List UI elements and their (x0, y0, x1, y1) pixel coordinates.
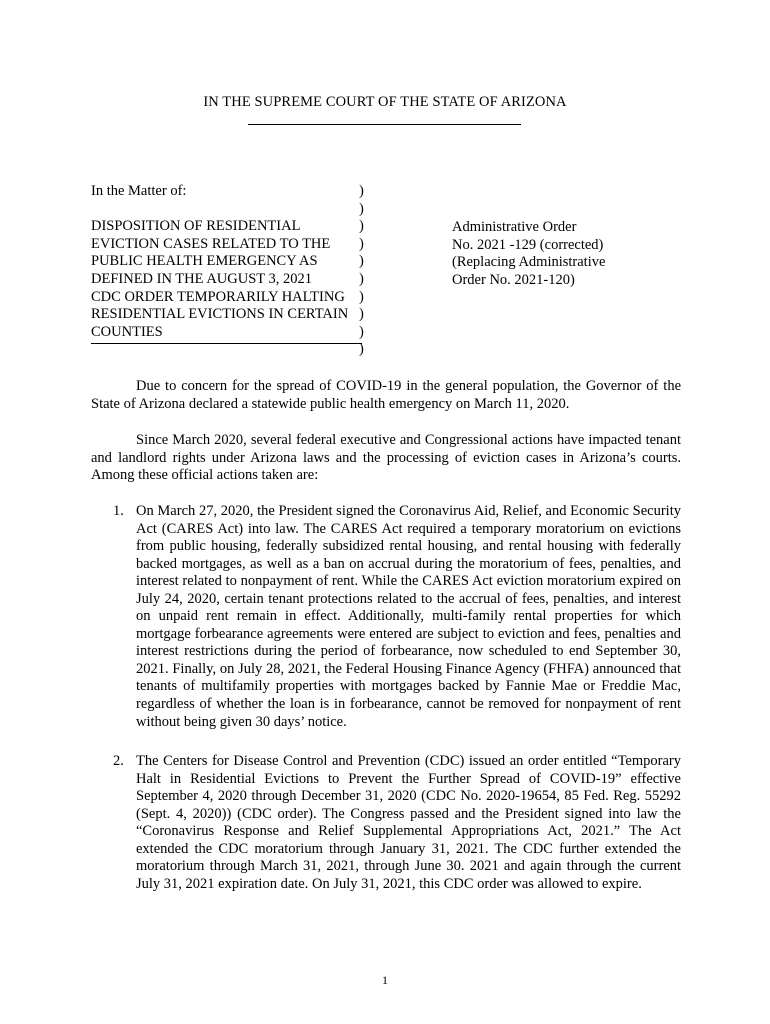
order-line: No. 2021 -129 (corrected) (452, 236, 604, 253)
court-title: IN THE SUPREME COURT OF THE STATE OF ARIZONA (203, 94, 567, 110)
list-item-number: 2. (113, 753, 124, 769)
matter-line: RESIDENTIAL EVICTIONS IN CERTAIN (91, 306, 349, 323)
order-line: (Replacing Administrative (452, 254, 606, 271)
list-item-number: 1. (113, 503, 124, 519)
matter-line: COUNTIES (91, 323, 163, 340)
paragraph-actions: Since March 2020, several federal executive and Congressional actions have impacted tenant and landlord rights under Arizona laws and the processing of eviction cases in Arizona’s courts. Among these official actions taken are: (91, 432, 681, 484)
paragraph-intro: Due to concern for the spread of COVID-19 in the general population, the Governor of the State of Arizona declared a statewide public health emergency on March 11, 2020. (91, 378, 681, 412)
matter-line: DISPOSITION OF RESIDENTIAL (91, 218, 301, 235)
matter-label: In the Matter of: (91, 183, 187, 199)
order-line: Order No. 2021-120) (452, 271, 575, 288)
matter-line: CDC ORDER TEMPORARILY HALTING (91, 288, 345, 305)
list-item-text: The Centers for Disease Control and Prevention (CDC) issued an order entitled “Temporary Halt in Residential Evictions to Prevent the Further Spread of COVID-19” effective September 4, 2020 through December 31, 2020 (CDC No. 2020-19654, 85 Fed. Reg. 55292 (Sept. 4, 2020)) (CDC order). The Congress passed and the President signed into law the “Coronavirus Response and Relief Supplemental Appropriations Act, 2021.” The Act extended the CDC moratorium through January 31, 2021. The CDC further extended the moratorium through March 31, 2021, through June 30. 2021 and again through the current July 31, 2021 expiration date. On July 31, 2021, this CDC order was allowed to expire. (136, 753, 681, 892)
matter-line: PUBLIC HEALTH EMERGENCY AS (91, 253, 318, 270)
title-underline (248, 124, 521, 125)
list-item-text: On March 27, 2020, the President signed the Coronavirus Aid, Relief, and Economic Security Act (CARES Act) into law. The CARES Act required a temporary moratorium on evictions from public housing, federally subsidized rental housing, and rental housing with federally backed mortgages, as well as a ban on accrual during the moratorium of fees, penalties, and interest related to nonpayment of rent. While the CARES Act eviction moratorium expired on July 24, 2020, certain tenant protections related to the accrual of fees, penalties, and interest on unpaid rent remain in effect. Additionally, multi-family rental properties for which mortgage forbearance agreements were entered are subject to eviction and fees, penalties and interest restrictions during the period of forbearance, now scheduled to end September 30, 2021. Finally, on July 28, 2021, the Federal Housing Finance Agency (FHFA) announced that tenants of multifamily properties with mortgages backed by Fannie Mae or Freddie Mac, regardless of whether the loan is in forbearance, cannot be removed for nonpayment of rent without being given 30 days’ notice. (136, 503, 681, 730)
order-line: Administrative Order (452, 219, 577, 235)
list-item (91, 503, 681, 731)
list-item (91, 753, 681, 893)
administrative-order-number (452, 219, 605, 289)
page-number: 1 (382, 973, 388, 987)
caption-signature-rule (91, 343, 362, 344)
caption-parentheses: ) ) ) ) ) ) ) ) ) ) (359, 183, 364, 358)
matter-line: EVICTION CASES RELATED TO THE (91, 235, 331, 252)
matter-line: DEFINED IN THE AUGUST 3, 2021 (91, 270, 312, 287)
case-caption-matter (91, 183, 363, 344)
